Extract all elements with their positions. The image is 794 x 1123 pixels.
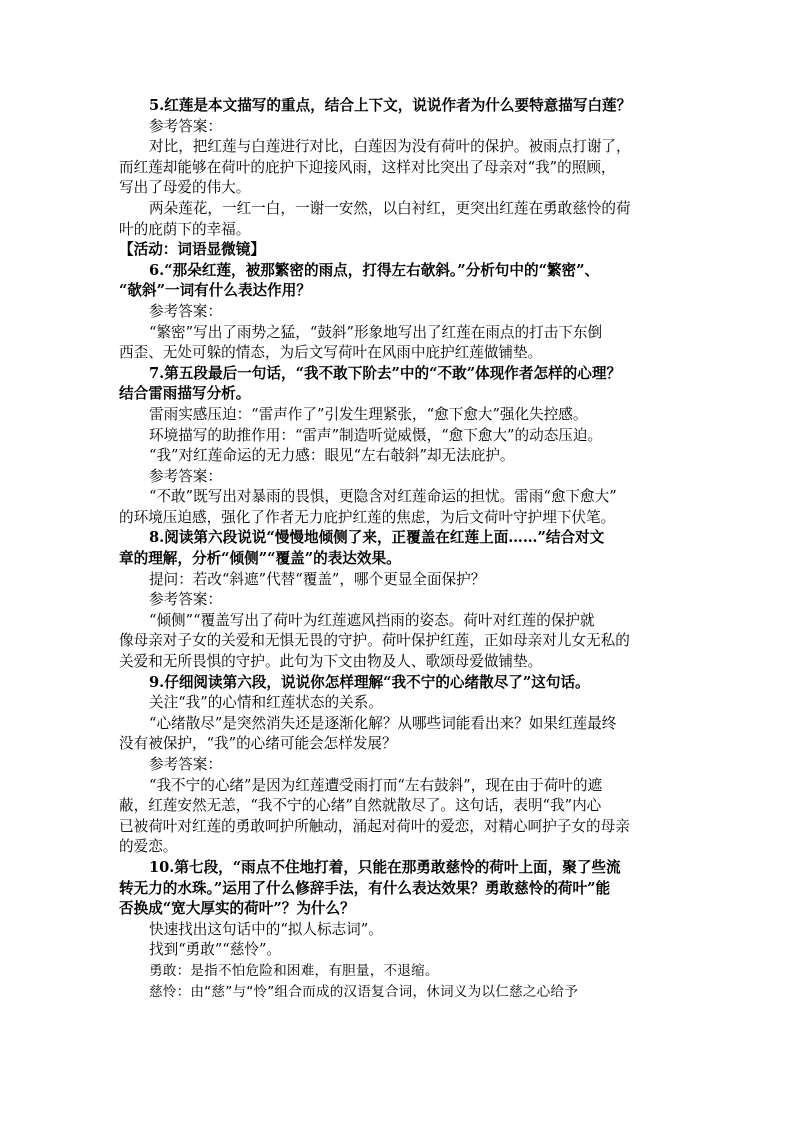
answer-text: “倾侧”“覆盖写出了荷叶为红莲遮风挡雨的姿态。荷叶对红莲的保护就 xyxy=(149,611,595,629)
answer-label: 参考答案： xyxy=(149,302,222,320)
hint-text: 雷雨实感压迫：“雷声作了”引发生理紧张，“愈下愈大”强化失控感。 xyxy=(149,405,588,423)
question-8: 8.阅读第六段说说“慢慢地倾侧了来，正覆盖在红莲上面……”结合对文 xyxy=(149,529,605,547)
document-page xyxy=(119,96,664,1002)
answer-text: “我不宁的心绪”是因为红莲遭受雨打而“左右鼓斜”，现在由于荷叶的遮 xyxy=(149,776,603,794)
answer-text: 西歪、无处可躲的情态，为后文写荷叶在风雨中庇护红莲做铺垫。 xyxy=(119,344,543,362)
question-9: 9.仔细阅读第六段，说说你怎样理解“我不宁的心绪散尽了”这句话。 xyxy=(149,673,590,691)
answer-text: 关爱和无所畏惧的守护。此句为下文由物及人、歌颂母爱做铺垫。 xyxy=(119,653,543,671)
answer-text: “不敢”既写出对暴雨的畏惧，更隐含对红莲命运的担忧。雷雨“愈下愈大” xyxy=(149,488,617,506)
question-10-cont: 否换成“宽大厚实的荷叶”？为什么？ xyxy=(119,900,355,918)
answer-text: 对比，把红莲与白莲进行对比，白莲因为没有荷叶的保护。被雨点打谢了， xyxy=(149,138,631,156)
definition-text: 慈怜：由“慈”与“怜”组合而成的汉语复合词，休词义为以仁慈之心给予 xyxy=(149,983,578,1000)
prompt-text: “心绪散尽”是突然消失还是逐渐化解？从哪些词能看出来？如果红莲最终 xyxy=(149,714,617,732)
answer-text: 写出了母爱的伟大。 xyxy=(119,179,251,197)
hint-text: 快速找出这句话中的“拟人标志词”。 xyxy=(149,920,383,938)
question-7: 7.第五段最后一句话，“我不敢下阶去”中的“不敢”体现作者怎样的心理？ xyxy=(149,364,622,382)
answer-text: “繁密”写出了雨势之猛，“鼓斜”形象地写出了红莲在雨点的打击下东倒 xyxy=(149,323,603,341)
question-6: 6.“那朵红莲，被那繁密的雨点，打得左右欹斜。”分析句中的“繁密”、 xyxy=(149,261,600,279)
answer-label: 参考答案： xyxy=(149,591,222,609)
answer-label: 参考答案： xyxy=(149,117,222,135)
answer-text: 叶的庇荫下的幸福。 xyxy=(119,220,251,238)
question-7-cont: 结合雷雨描写分析。 xyxy=(119,385,251,403)
answer-text: 已被荷叶对红莲的勇敢呵护所触动，涌起对荷叶的爱恋，对精心呵护子女的母亲 xyxy=(119,817,630,835)
answer-text: 两朵莲花，一红一白，一谢一安然，以白衬红，更突出红莲在勇敢慈怜的荷 xyxy=(149,199,631,217)
definition-text: 勇敢：是指不怕危险和困难，有胆量，不退缩。 xyxy=(149,962,439,979)
hint-text: 环境描写的助推作用：“雷声”制造听觉威慑，“愈下愈大”的动态压迫。 xyxy=(149,426,603,444)
question-6-cont: “欹斜”一词有什么表达作用？ xyxy=(119,282,311,300)
prompt-text: 提问：若改“斜遮”代替“覆盖”，哪个更显全面保护？ xyxy=(149,570,486,588)
answer-label: 参考答案： xyxy=(149,756,222,773)
question-8-cont: 章的理解，分析“倾侧”“覆盖”的表达效果。 xyxy=(119,550,401,568)
answer-text: 像母亲对子女的关爱和无惧无畏的守护。荷叶保护红莲，正如母亲对儿女无私的 xyxy=(119,632,630,650)
activity-heading: 【活动：词语显微镜】 xyxy=(119,241,265,259)
hint-text: 找到“勇敢”“慈怜”。 xyxy=(149,941,281,959)
question-10-cont: 转无力的水珠。”运用了什么修辞手法，有什么表达效果？勇敢慈怜的荷叶”能 xyxy=(119,879,611,897)
question-5: 5.红莲是本文描写的重点，结合上下文，说说作者为什么要特意描写白莲？ xyxy=(149,97,632,114)
answer-text: 而红莲却能够在荷叶的庇护下迎接风雨，这样对比突出了母亲对“我”的照顾， xyxy=(119,158,616,176)
answer-label: 参考答案： xyxy=(149,467,222,485)
answer-text: 的爱恋。 xyxy=(119,838,178,856)
prompt-text: 没有被保护，“我”的心绪可能会怎样发展？ xyxy=(119,735,397,753)
question-10: 10.第七段，“雨点不住地打着，只能在那勇敢慈怜的荷叶上面，聚了些流 xyxy=(149,858,621,876)
hint-text: “我”对红莲命运的无力感：眼见“左右攲斜”却无法庇护。 xyxy=(149,447,515,465)
answer-text: 的环境压迫感，强化了作者无力庇护红莲的焦虑，为后文荷叶守护埋下伏笔。 xyxy=(119,508,616,526)
hint-text: 关注“我”的心情和红莲状态的关系。 xyxy=(149,694,383,712)
answer-text: 蔽，红莲安然无恙，“我不宁的心绪”自然就散尽了。这句话，表明“我”内心 xyxy=(119,797,602,815)
